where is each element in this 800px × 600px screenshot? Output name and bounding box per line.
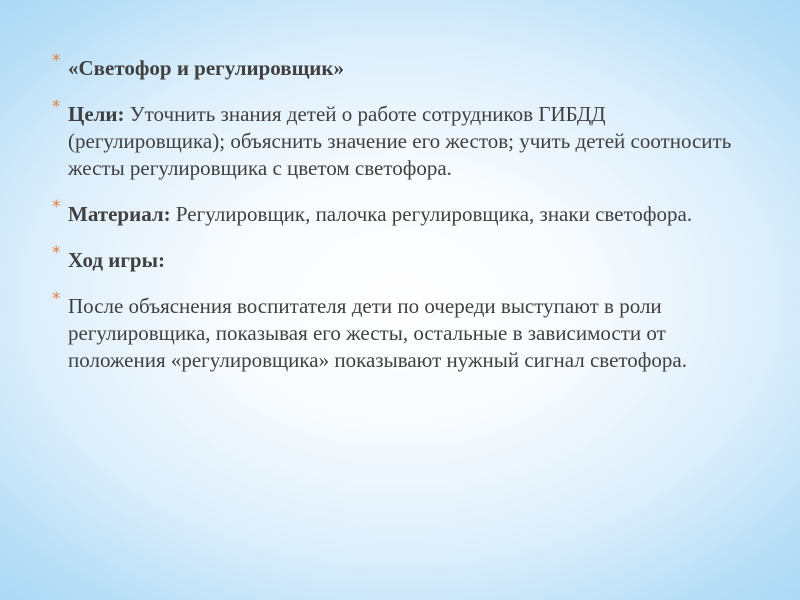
- material-text: Регулировщик, палочка регулировщика, знаки светофора.: [170, 202, 693, 226]
- bullet-title: [52, 51, 752, 82]
- asterisk-bullet-icon: *: [52, 197, 61, 217]
- game-title: «Светофор и регулировщик»: [68, 56, 344, 80]
- game-description: После объяснения воспитателя дети по очереди выступают в роли регулировщика, показывая его жесты, остальные в зависимости от положения «регулировщика» показывают нужный сигнал светофора.: [68, 294, 687, 372]
- bullet-material: [52, 197, 752, 228]
- asterisk-bullet-icon: *: [52, 51, 61, 71]
- game-course-label: Ход игры:: [68, 248, 165, 272]
- material-label: Материал:: [68, 202, 171, 226]
- bullet-game-course: [52, 243, 752, 274]
- bullet-goals: [52, 97, 752, 182]
- asterisk-bullet-icon: *: [52, 243, 61, 263]
- bullet-description: [52, 289, 752, 374]
- goals-text: Уточнить знания детей о работе сотрудников ГИБДД (регулировщика); объяснить значение его жестов; учить детей соотносить жесты регулировщика с цветом светофора.: [68, 102, 732, 180]
- bullet-list: [52, 51, 752, 393]
- asterisk-bullet-icon: *: [52, 97, 61, 117]
- goals-label: Цели:: [68, 102, 125, 126]
- asterisk-bullet-icon: *: [52, 289, 61, 309]
